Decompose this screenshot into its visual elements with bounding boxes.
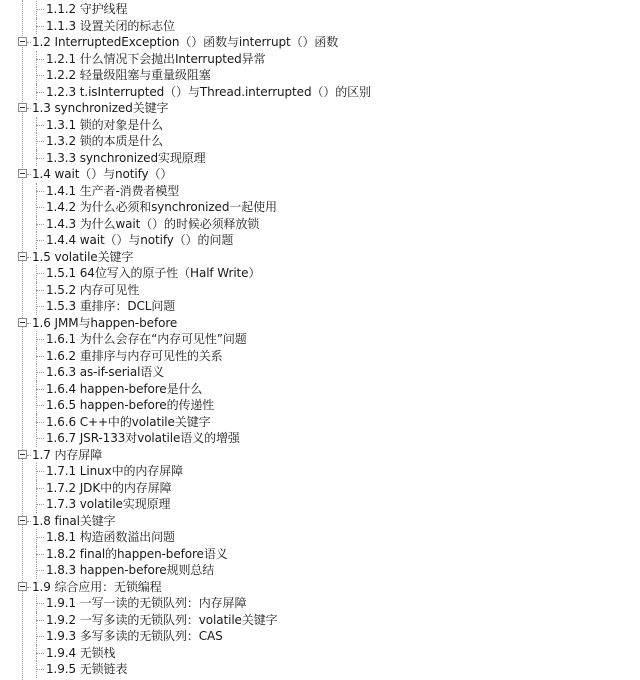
tree-leaf-node[interactable] bbox=[0, 645, 640, 662]
tree-section-node[interactable] bbox=[0, 166, 640, 183]
tree-connector-line bbox=[36, 471, 44, 472]
subsection-title: 1.6.3 as-if-serial语义 bbox=[46, 365, 165, 379]
tree-connector-line bbox=[27, 323, 31, 324]
subsection-title: 1.4.2 为什么必须和synchronized一起使用 bbox=[46, 200, 277, 214]
tree-leaf-node[interactable] bbox=[0, 562, 640, 579]
tree-connector-line bbox=[36, 372, 44, 373]
tree-leaf-node[interactable] bbox=[0, 463, 640, 480]
tree-connector-line bbox=[36, 389, 44, 390]
tree-connector-line bbox=[36, 405, 44, 406]
tree-leaf-node[interactable] bbox=[0, 529, 640, 546]
section-title: 1.7 内存屏障 bbox=[32, 447, 103, 462]
subsection-title: 1.9.5 无锁链表 bbox=[46, 662, 128, 676]
subsection-title: 1.4.3 为什么wait（）的时候必须释放锁 bbox=[46, 216, 260, 231]
subsection-title: 1.9.3 多写多读的无锁队列：CAS bbox=[46, 629, 223, 643]
tree-leaf-node[interactable] bbox=[0, 51, 640, 68]
tree-connector-line bbox=[27, 108, 31, 109]
tree-connector-line bbox=[36, 141, 44, 142]
tree-leaf-node[interactable] bbox=[0, 232, 640, 249]
tree-connector-line bbox=[36, 75, 44, 76]
tree-leaf-node[interactable] bbox=[0, 628, 640, 645]
subsection-title: 1.7.1 Linux中的内存屏障 bbox=[46, 464, 183, 478]
collapse-toggle-icon[interactable] bbox=[18, 252, 27, 261]
section-title: 1.2 InterruptedException（）函数与interrupt（）函数 bbox=[32, 35, 339, 49]
subsection-title: 1.2.3 t.isInterrupted（）与Thread.interrupted（）的区别 bbox=[46, 84, 371, 99]
subsection-title: 1.5.3 重排序：DCL问题 bbox=[46, 299, 176, 313]
subsection-title: 1.6.1 为什么会存在“内存可见性”问题 bbox=[46, 332, 247, 346]
tree-connector-line bbox=[27, 521, 31, 522]
subsection-title: 1.3.2 锁的本质是什么 bbox=[46, 134, 164, 148]
section-title: 1.4 wait（）与notify（） bbox=[32, 167, 173, 181]
subsection-title: 1.4.1 生产者-消费者模型 bbox=[46, 183, 180, 198]
subsection-title: 1.9.1 一写一读的无锁队列：内存屏障 bbox=[46, 596, 247, 610]
tree-connector-line bbox=[36, 26, 44, 27]
tree-connector-line bbox=[36, 9, 44, 10]
subsection-title: 1.1.3 设置关闭的标志位 bbox=[46, 18, 175, 33]
tree-connector-line bbox=[27, 587, 31, 588]
subsection-title: 1.4.4 wait（）与notify（）的问题 bbox=[46, 233, 234, 247]
subsection-title: 1.6.4 happen-before是什么 bbox=[46, 381, 203, 396]
tree-leaf-node[interactable] bbox=[0, 150, 640, 167]
tree-leaf-node[interactable] bbox=[0, 117, 640, 134]
tree-connector-line bbox=[36, 669, 44, 670]
section-title: 1.8 final关键字 bbox=[32, 513, 116, 528]
tree-leaf-node[interactable] bbox=[0, 480, 640, 497]
subsection-title: 1.9.2 一写多读的无锁队列：volatile关键字 bbox=[46, 612, 278, 627]
subsection-title: 1.6.6 C++中的volatile关键字 bbox=[46, 414, 211, 429]
tree-connector-line bbox=[27, 42, 31, 43]
tree-connector-line bbox=[36, 570, 44, 571]
subsection-title: 1.3.3 synchronized实现原理 bbox=[46, 150, 206, 165]
tree-connector-line bbox=[36, 92, 44, 93]
tree-connector-line bbox=[27, 455, 31, 456]
tree-section-node[interactable] bbox=[0, 100, 640, 117]
tree-leaf-node[interactable] bbox=[0, 331, 640, 348]
subsection-title: 1.6.2 重排序与内存可见性的关系 bbox=[46, 348, 223, 363]
tree-leaf-node[interactable] bbox=[0, 183, 640, 200]
tree-connector-line bbox=[36, 504, 44, 505]
tree-connector-line bbox=[27, 257, 31, 258]
tree-connector-line bbox=[36, 636, 44, 637]
tree-section-node[interactable] bbox=[0, 447, 640, 464]
tree-leaf-node[interactable] bbox=[0, 298, 640, 315]
tree-connector-line bbox=[36, 125, 44, 126]
tree-leaf-node[interactable] bbox=[0, 546, 640, 563]
subsection-title: 1.8.1 构造函数溢出问题 bbox=[46, 530, 175, 544]
subsection-title: 1.8.2 final的happen-before语义 bbox=[46, 546, 228, 561]
tree-connector-line bbox=[36, 339, 44, 340]
section-title: 1.3 synchronized关键字 bbox=[32, 101, 169, 115]
tree-leaf-node[interactable] bbox=[0, 397, 640, 414]
tree-connector-line bbox=[36, 537, 44, 538]
tree-section-node[interactable] bbox=[0, 513, 640, 530]
collapse-toggle-icon[interactable] bbox=[18, 103, 27, 112]
tree-leaf-node[interactable] bbox=[0, 133, 640, 150]
tree-connector-line bbox=[27, 174, 31, 175]
tree-connector-line bbox=[36, 554, 44, 555]
tree-connector-line bbox=[36, 224, 44, 225]
tree-leaf-node[interactable] bbox=[0, 84, 640, 101]
subsection-title: 1.5.2 内存可见性 bbox=[46, 282, 140, 297]
tree-section-node[interactable] bbox=[0, 249, 640, 266]
subsection-title: 1.6.5 happen-before的传递性 bbox=[46, 398, 215, 412]
tree-connector-line bbox=[36, 438, 44, 439]
subsection-title: 1.1.2 守护线程 bbox=[46, 2, 128, 16]
section-title: 1.6 JMM与happen-before bbox=[32, 315, 178, 330]
tree-leaf-node[interactable] bbox=[0, 430, 640, 447]
tree-leaf-node[interactable] bbox=[0, 381, 640, 398]
tree-connector-line bbox=[36, 240, 44, 241]
tree-connector-line bbox=[36, 603, 44, 604]
tree-leaf-node[interactable] bbox=[0, 1, 640, 18]
collapse-toggle-icon[interactable] bbox=[18, 37, 27, 46]
collapse-toggle-icon[interactable] bbox=[18, 516, 27, 525]
tree-leaf-node[interactable] bbox=[0, 414, 640, 431]
tree-connector-line bbox=[36, 273, 44, 274]
tree-leaf-node[interactable] bbox=[0, 199, 640, 216]
collapse-toggle-icon[interactable] bbox=[18, 582, 27, 591]
subsection-title: 1.2.1 什么情况下会抛出Interrupted异常 bbox=[46, 51, 266, 66]
section-title: 1.9 综合应用：无锁编程 bbox=[32, 579, 162, 594]
tree-connector-line bbox=[36, 290, 44, 291]
tree-leaf-node[interactable] bbox=[0, 216, 640, 233]
tree-leaf-node[interactable] bbox=[0, 496, 640, 513]
tree-leaf-node[interactable] bbox=[0, 612, 640, 629]
subsection-title: 1.7.2 JDK中的内存屏障 bbox=[46, 480, 172, 495]
tree-connector-line bbox=[36, 422, 44, 423]
tree-connector-line bbox=[36, 653, 44, 654]
subsection-title: 1.9.4 无锁栈 bbox=[46, 645, 116, 660]
tree-connector-line bbox=[36, 191, 44, 192]
tree-section-node[interactable] bbox=[0, 315, 640, 332]
tree-leaf-node[interactable] bbox=[0, 348, 640, 365]
subsection-title: 1.6.7 JSR-133对volatile语义的增强 bbox=[46, 431, 240, 445]
tree-leaf-node[interactable] bbox=[0, 364, 640, 381]
tree-connector-line bbox=[36, 488, 44, 489]
tree-connector-line bbox=[36, 306, 44, 307]
tree-leaf-node[interactable] bbox=[0, 661, 640, 678]
tree-connector-line bbox=[36, 356, 44, 357]
collapse-toggle-icon[interactable] bbox=[18, 318, 27, 327]
subsection-title: 1.2.2 轻量级阻塞与重量级阻塞 bbox=[46, 68, 211, 82]
subsection-title: 1.7.3 volatile实现原理 bbox=[46, 497, 171, 511]
tree-connector-line bbox=[36, 620, 44, 621]
tree-leaf-node[interactable] bbox=[0, 265, 640, 282]
tree-leaf-node[interactable] bbox=[0, 595, 640, 612]
subsection-title: 1.3.1 锁的对象是什么 bbox=[46, 117, 164, 132]
collapse-toggle-icon[interactable] bbox=[18, 450, 27, 459]
tree-section-node[interactable] bbox=[0, 34, 640, 51]
tree-connector-line bbox=[36, 158, 44, 159]
tree-leaf-node[interactable] bbox=[0, 18, 640, 35]
subsection-title: 1.8.3 happen-before规则总结 bbox=[46, 563, 215, 577]
collapse-toggle-icon[interactable] bbox=[18, 169, 27, 178]
tree-connector-line bbox=[36, 59, 44, 60]
tree-leaf-node[interactable] bbox=[0, 282, 640, 299]
section-title: 1.5 volatile关键字 bbox=[32, 249, 134, 264]
subsection-title: 1.5.1 64位写入的原子性（Half Write） bbox=[46, 266, 261, 280]
tree-section-node[interactable] bbox=[0, 579, 640, 596]
tree-connector-line bbox=[36, 207, 44, 208]
tree-leaf-node[interactable] bbox=[0, 67, 640, 84]
